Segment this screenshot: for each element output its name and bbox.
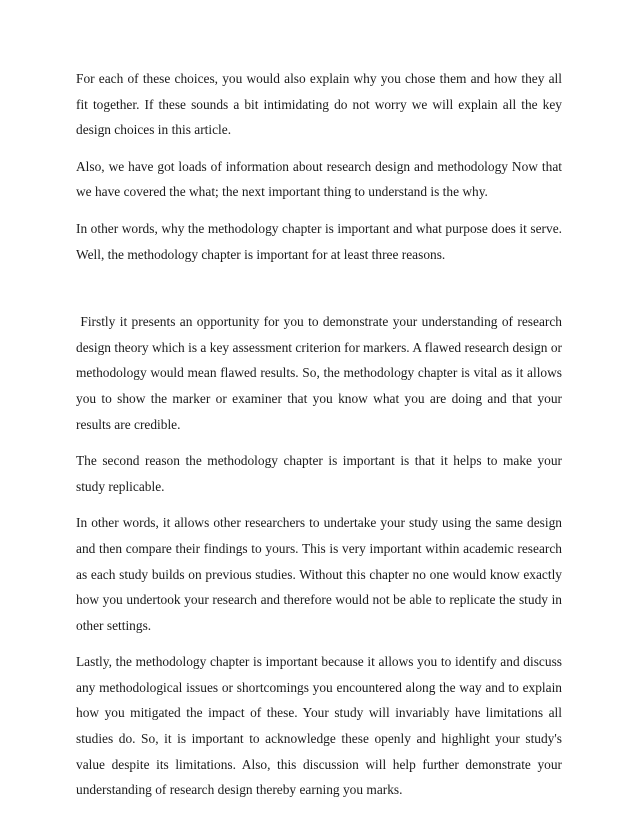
paragraph-second-reason: The second reason the methodology chapter is important is that it helps to make your study replicable. <box>76 453 562 494</box>
paragraph-research-design-info: Also, we have got loads of information about research design and methodology Now that we have covered the what; the next important thing to understand is the why. <box>76 158 562 200</box>
paragraph-first-reason: Firstly it presents an opportunity for you to demonstrate your understanding of research design theory which is a key assessment criterion for markers. A flawed research design or methodology would mean flawed results. So, the methodology chapter is vital as it allows you to show the marker or examiner that you know what you are doing and that your results are credible. <box>76 314 562 432</box>
paragraph-spacer-large <box>76 267 562 309</box>
paragraph-spacer <box>76 205 562 216</box>
paragraph-replication: In other words, it allows other researchers to undertake your study using the same design and then compare their findings to yours. This is very important within academic research as each study builds on previous studies. Without this chapter no one would know exactly how you undertook your research and therefore would not be able to replicate the study in other settings. <box>76 515 562 633</box>
paragraph-third-reason: Lastly, the methodology chapter is important because it allows you to identify and discuss any methodological issues or shortcomings you encountered along the way and to explain how you mitigated the impact of these. Your study will invariably have limitations all studies do. So, it is important to acknowledge these openly and highlight your study's value despite its limitations. Also, this discussion will help further demonstrate your understanding of research design thereby earning you marks. <box>76 654 562 798</box>
paragraph-spacer <box>76 499 562 510</box>
paragraph-design-choices: For each of these choices, you would also explain why you chose them and how they all fit together. If these sounds a bit intimidating do not worry we will explain all the key design choices in this article. <box>76 71 562 138</box>
paragraph-spacer <box>76 437 562 448</box>
paragraph-why-important: In other words, why the methodology chapter is important and what purpose does it serve. Well, the methodology chapter is important for at least three reasons. <box>76 220 562 262</box>
paragraph-spacer <box>76 638 562 649</box>
paragraph-spacer <box>76 143 562 154</box>
